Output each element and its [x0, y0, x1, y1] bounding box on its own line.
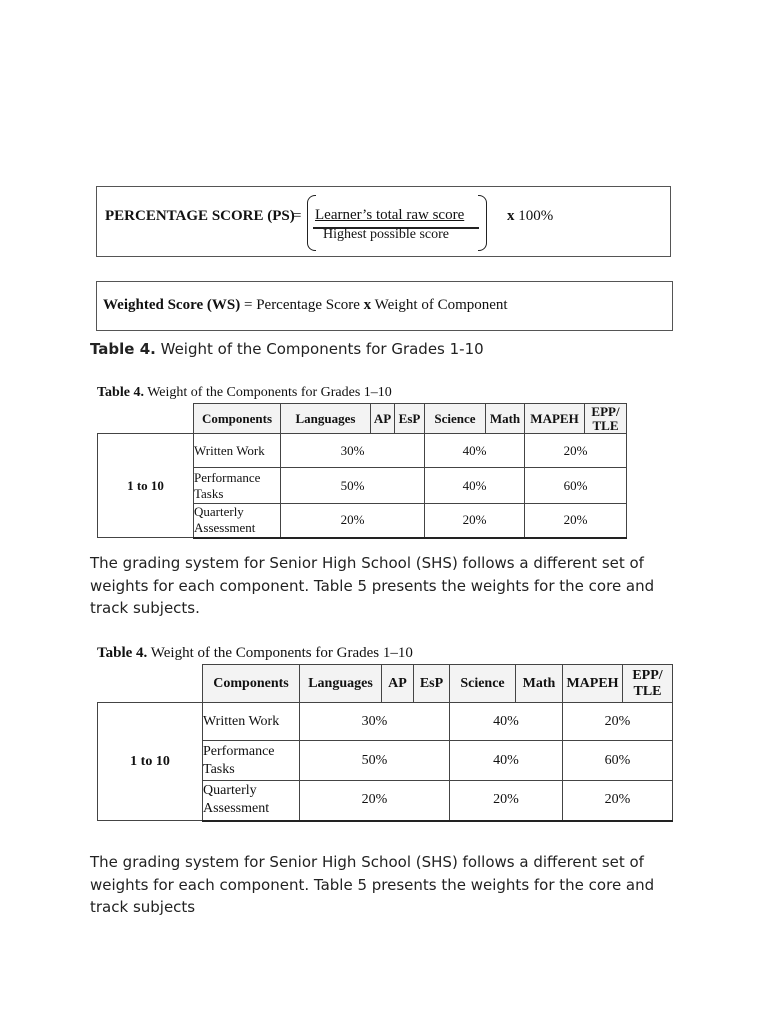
- header-mapeh: MAPEH: [563, 665, 623, 703]
- weights-table: [97, 403, 627, 539]
- header-epp: EPP/: [632, 667, 663, 683]
- grade-label: 1 to 10: [98, 703, 203, 821]
- cell-value: 40%: [425, 434, 525, 468]
- ps-numerator: Learner’s total raw score: [315, 207, 465, 223]
- component-line: Assessment: [194, 520, 256, 536]
- ws-expression: [103, 297, 508, 314]
- ps-multiplier: 100%: [518, 208, 554, 224]
- component-line: Tasks: [203, 761, 235, 777]
- header-epp-tle: [585, 404, 627, 434]
- header-science: Science: [425, 404, 486, 434]
- cell-value: 20%: [563, 703, 673, 741]
- header-science: Science: [450, 665, 516, 703]
- ps-equals: =: [293, 208, 302, 224]
- cell-value: 20%: [281, 504, 425, 538]
- header-mapeh: MAPEH: [525, 404, 585, 434]
- component-line: Performance: [194, 469, 261, 485]
- ws-label: Weighted Score (WS): [103, 297, 241, 313]
- table-caption: [90, 340, 484, 358]
- component-line: Tasks: [194, 485, 224, 501]
- row-quarterly-assessment: [194, 504, 281, 538]
- table-image-2: [97, 645, 673, 822]
- ws-left: Percentage Score: [256, 297, 360, 313]
- ps-denominator: Highest possible score: [323, 227, 449, 242]
- table-image-1: [97, 385, 627, 539]
- ws-right: Weight of Component: [374, 297, 508, 313]
- table-title: [97, 385, 627, 401]
- ps-multiplier-expr: [507, 208, 553, 225]
- percentage-score-formula: [96, 186, 671, 257]
- header-epp: EPP/: [591, 403, 620, 419]
- cell-value: 20%: [563, 781, 673, 821]
- table-title-bold: Table 4.: [97, 645, 148, 661]
- header-tle: TLE: [633, 683, 662, 699]
- table-title-bold: Table 4.: [97, 385, 144, 400]
- ws-times: x: [363, 297, 372, 313]
- paragraph-shs-2: The grading system for Senior High School (SHS) follows a different set of weights for each component. Table 5 presents the weights for the core and track subjects: [90, 853, 655, 916]
- header-epp-tle: [623, 665, 673, 703]
- caption-bold: Table 4.: [90, 340, 156, 358]
- cell-value: 30%: [300, 703, 450, 741]
- header-ap: AP: [371, 404, 395, 434]
- header-components: Components: [203, 665, 300, 703]
- header-tle: TLE: [592, 417, 619, 433]
- row-written-work: Written Work: [203, 703, 300, 741]
- cell-value: 20%: [450, 781, 563, 821]
- cell-value: 40%: [425, 468, 525, 504]
- cell-value: 60%: [563, 741, 673, 781]
- cell-value: 50%: [300, 741, 450, 781]
- weights-table: [97, 664, 673, 822]
- component-line: Quarterly: [203, 783, 257, 799]
- header-math: Math: [486, 404, 525, 434]
- header-languages: Languages: [300, 665, 382, 703]
- ps-label: PERCENTAGE SCORE (PS): [105, 208, 295, 224]
- header-esp: EsP: [414, 665, 450, 703]
- right-bracket: [478, 195, 487, 251]
- ws-equals: =: [243, 297, 253, 313]
- paragraph-shs-1: The grading system for Senior High School (SHS) follows a different set of weights for each component. Table 5 presents the weights for the core and track subjects.: [90, 554, 655, 617]
- header-esp: EsP: [395, 404, 425, 434]
- row-performance-tasks: [203, 741, 300, 781]
- table-title-text: Weight of the Components for Grades 1–10: [150, 645, 413, 661]
- row-written-work: Written Work: [194, 434, 281, 468]
- caption-text: Weight of the Components for Grades 1-10: [160, 340, 484, 358]
- table-title-text: Weight of the Components for Grades 1–10: [147, 385, 392, 400]
- row-performance-tasks: [194, 468, 281, 504]
- cell-value: 20%: [425, 504, 525, 538]
- header-languages: Languages: [281, 404, 371, 434]
- table-title: [97, 645, 673, 662]
- cell-value: 40%: [450, 741, 563, 781]
- header-math: Math: [516, 665, 563, 703]
- ps-times: x: [507, 208, 515, 224]
- cell-value: 20%: [300, 781, 450, 821]
- header-ap: AP: [382, 665, 414, 703]
- cell-value: 60%: [525, 468, 627, 504]
- grade-label: 1 to 10: [98, 434, 194, 538]
- cell-value: 20%: [525, 504, 627, 538]
- component-line: Performance: [203, 743, 275, 759]
- cell-value: 40%: [450, 703, 563, 741]
- header-components: Components: [194, 404, 281, 434]
- component-line: Assessment: [203, 801, 270, 817]
- cell-value: 50%: [281, 468, 425, 504]
- component-line: Quarterly: [194, 504, 244, 520]
- weighted-score-formula: [96, 281, 673, 331]
- cell-value: 30%: [281, 434, 425, 468]
- row-quarterly-assessment: [203, 781, 300, 821]
- cell-value: 20%: [525, 434, 627, 468]
